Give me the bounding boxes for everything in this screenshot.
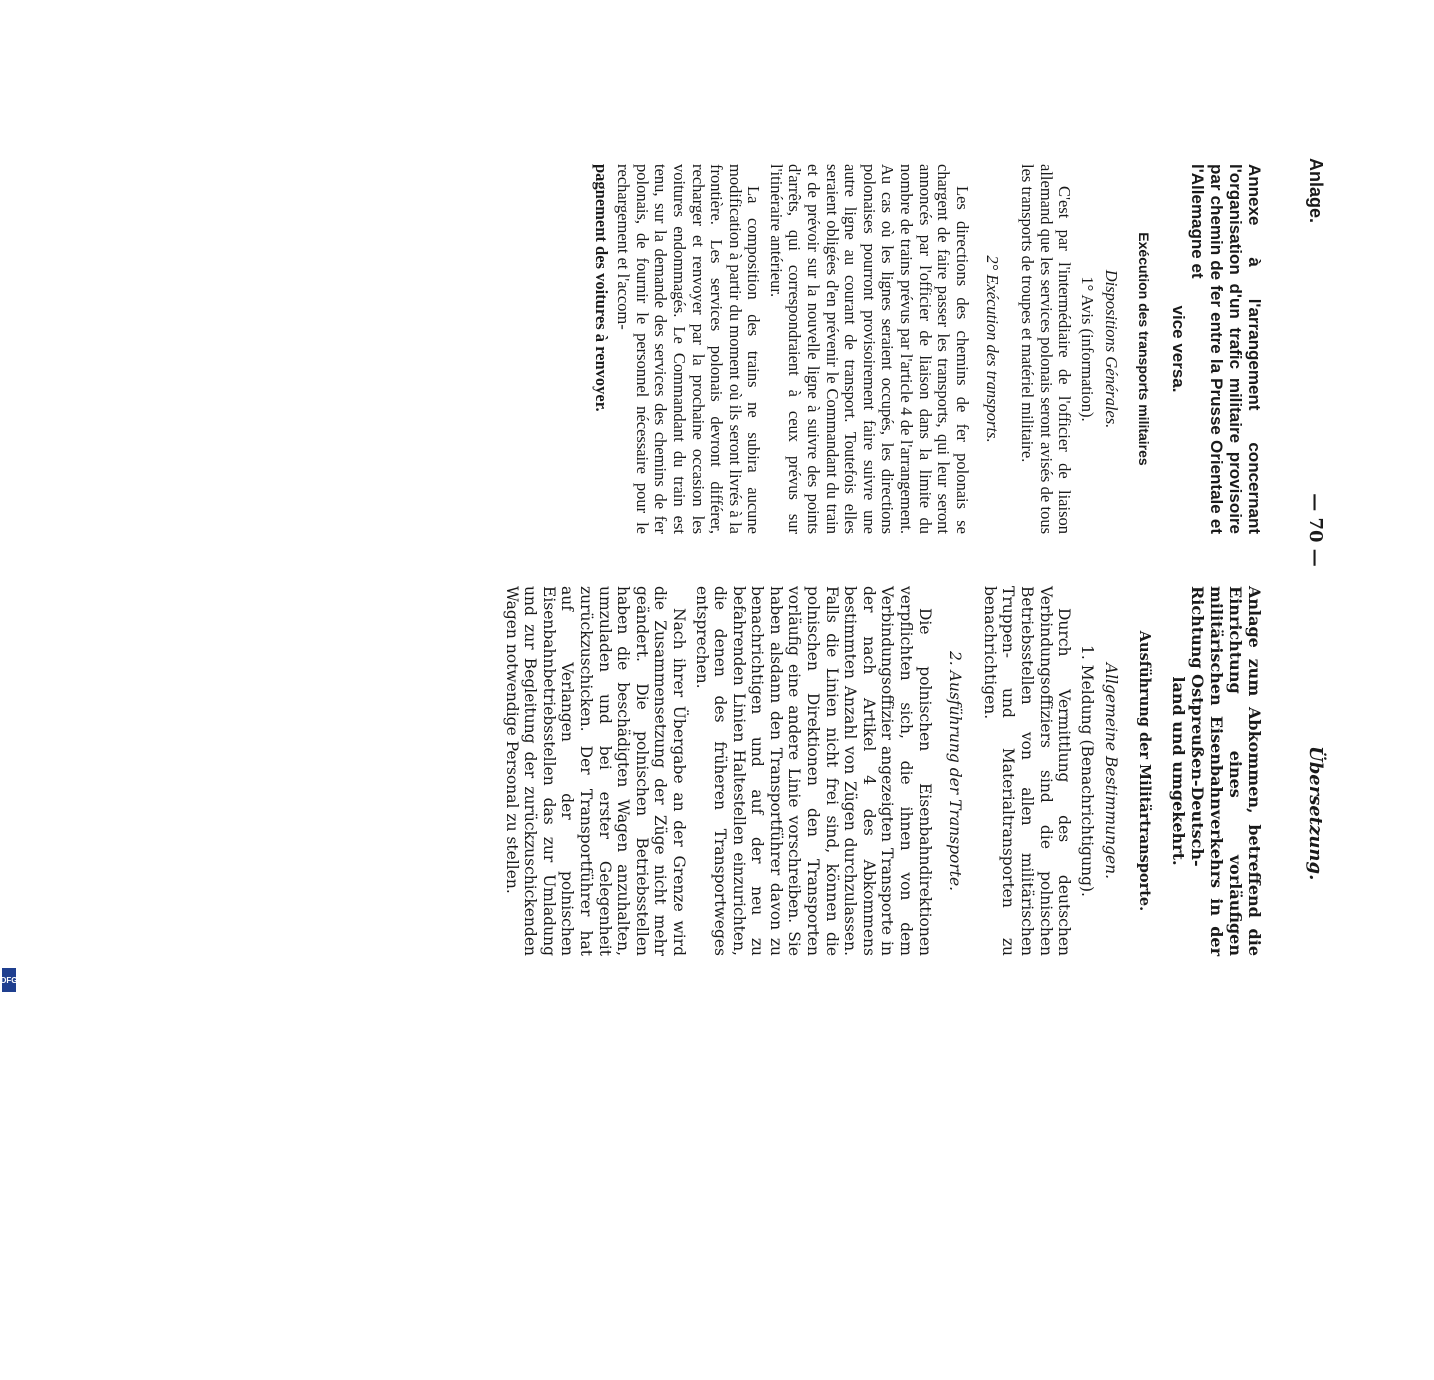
french-paragraph-3: La composition des trains ne subira aucune modification à partir du moment où ils seront livrés à la frontière. Les services polonais devront différer, recharger et renvoyer par la prochaine occasion les voitures endommagés. Le Commandant du train est tenu, sur la demande des services des chemins de fer polonais, de fournir le personnel nécessaire pour le rechargement et l'accom- <box>614 164 764 534</box>
german-dispositions: Allgemeine Bestimmungen. <box>1102 662 1121 880</box>
german-title-line-1: Anlage zum Abkommen, betreffend die Einrichtung eines vorläufigen militärischen Eisenbahnverkehrs in der Richtung Ostpreußen-Deutsch- <box>1188 586 1264 956</box>
french-section-2: 2° Exécution des transports. <box>983 255 1003 443</box>
german-column <box>498 586 1264 956</box>
header-uebersetzung: Übersetzung. <box>1305 746 1326 881</box>
french-paragraph-1: C'est par l'intermédiaire de l'officier de liaison allemand que les services polonais seront avisés de tous les transports de troupes et matériel militaire. <box>1018 164 1075 534</box>
french-title-line-1: Annexe à l'arrangement concernant l'organisation d'un trafic militaire provisoire par chemin de fer entre la Prusse Orientale et l'Allemagne et <box>1188 164 1264 534</box>
header-anlage: Anlage. <box>1306 158 1326 224</box>
digitization-credit-sidebar <box>0 600 18 1000</box>
french-column <box>591 164 1264 534</box>
french-paragraph-3-end: pagnement des voitures à renvoyer. <box>591 164 611 412</box>
german-paragraph-3: Nach ihrer Übergabe an der Grenze wird die Zusammensetzung der Züge nicht mehr geändert. Die polnischen Betriebsstellen haben die beschädigten Wagen anzuhalten, umzuladen und bei erster Gelegenheit zurückzuschicken. Der Transportführer hat auf Verlangen der polnischen Eisenbahnbetriebsstellen das zur Umladung und zur Begleitung der zurückzuschickenden Wagen notwendige Personal zu stellen. <box>502 586 688 956</box>
french-subhead: Exécution des transports militaires <box>1136 232 1152 466</box>
dfg-logo: DFG <box>2 968 16 992</box>
french-paragraph-2: Les directions des chemins de fer polonais se chargent de faire passer les transports, qui leur seront annoncés par l'officier de liaison dans la limite du nombre de trains prévus par l'article 4 de l'arrangement. Au cas où les lignes seraient occupés, les directions polonaises pourront provisoirement faire suivre une autre ligne au courant de transport. Toutefois elles seraient obligées d'en prévenir le Commandant du train et de prévoir sur la nouvelle ligne à suivre des points d'arrêts, qui correspondraient à ceux prévus sur l'itinéraire antérieur. <box>766 164 972 534</box>
german-title-line-2: land und umgekehrt. <box>1169 676 1188 866</box>
french-title <box>1169 164 1264 534</box>
german-subhead: Ausführung der Militärtransporte. <box>1136 630 1153 912</box>
digitization-credit-text <box>0 980 2 1380</box>
french-avis: 1° Avis (information). <box>1077 276 1097 422</box>
french-title-line-2: vice versa. <box>1169 305 1188 393</box>
french-dispositions: Dispositions Générales. <box>1102 269 1122 429</box>
german-paragraph-1: Durch Vermittlung des deutschen Verbindungsoffiziers sind die polnischen Betriebsstellen von allen militärischen Truppen- und Materialtransporten zu benachrichtigen. <box>980 586 1074 956</box>
german-paragraph-2: Die polnischen Eisenbahndirektionen verpflichten sich, die ihnen von dem Verbindungsoffizier angezeigten Transporte in der nach Artikel 4 des Abkommens bestimmten Anzahl von Zügen durchzulassen. Falls die Linien nicht frei sind, können die polnischen Direktionen den Transporten vorläufig eine andere Linie vorschreiben. Sie haben alsdann den Transportführer davon zu benachrichtigen und auf der neu zu befahrenden Linien Haltestellen einzurichten, die denen des früheren Transportweges entsprechen. <box>692 586 934 956</box>
german-avis: 1. Meldung (Benachrichtigung). <box>1077 645 1096 897</box>
page-number: — 70 — <box>1305 493 1326 567</box>
german-section-2: 2. Ausführung der Transporte. <box>946 650 965 892</box>
german-title <box>1169 586 1264 956</box>
